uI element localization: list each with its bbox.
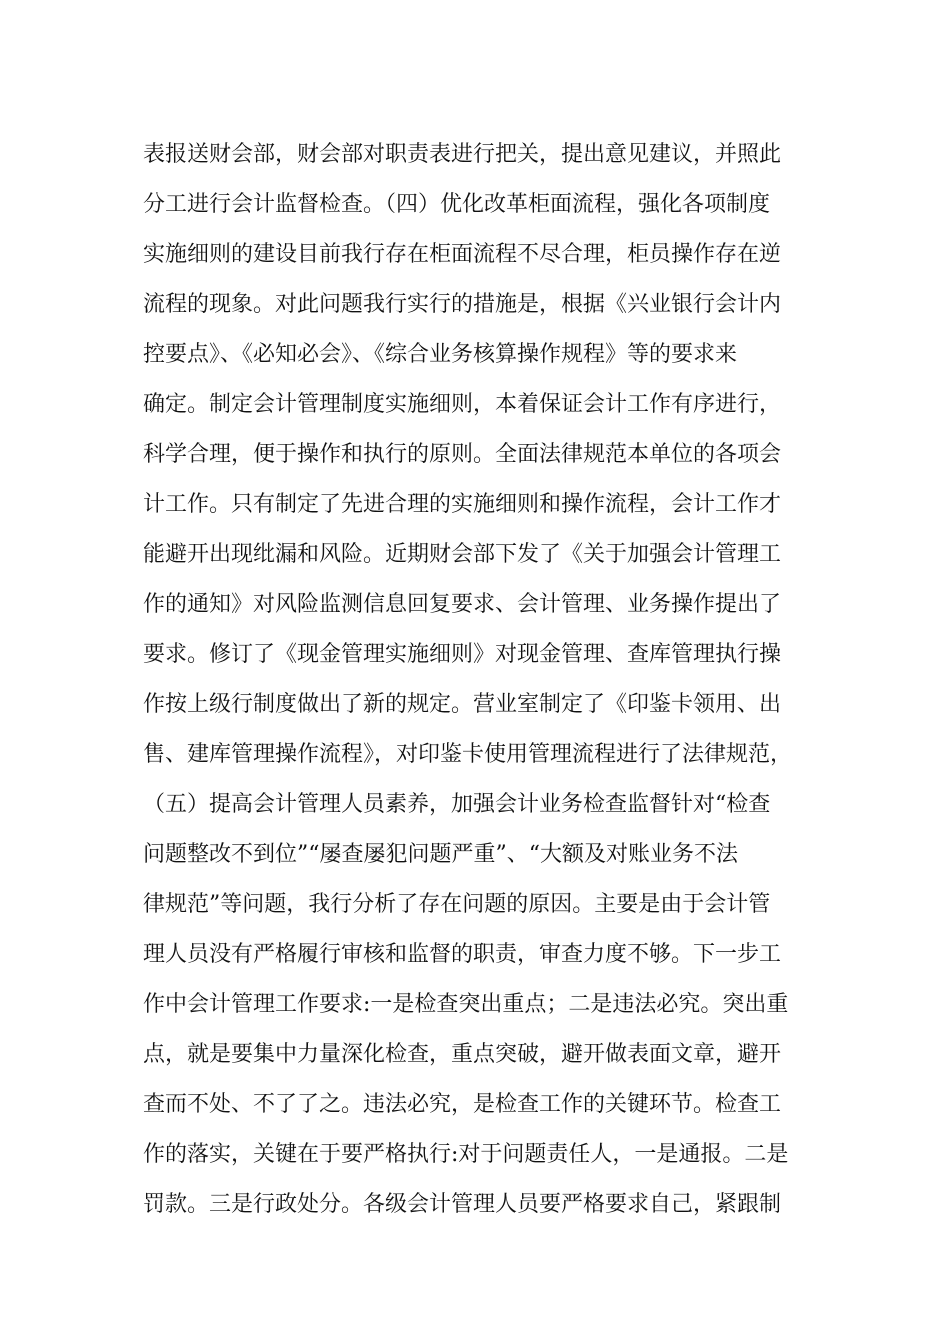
text-line: 控要点》、《必知必会》、《综合业务核算操作规程》等的要求来 [143,342,738,367]
text-line: 罚款。三是行政处分。各级会计管理人员要严格要求自己，紧跟制 [143,1192,782,1217]
text-line: 分工进行会计监督检查。（四）优化改革柜面流程，强化各项制度 [143,192,771,217]
text-line: 计工作。只有制定了先进合理的实施细则和操作流程，会计工作才 [143,492,782,517]
text-line: 要求。修订了《现金管理实施细则》对现金管理、查库管理执行操 [143,642,782,667]
text-line: 确定。制定会计管理制度实施细则，本着保证会计工作有序进行， [143,392,782,417]
text-line: 作的落实，关键在于要严格执行:对于问题责任人，一是通报。二是 [143,1142,789,1167]
text-line: 作按上级行制度做出了新的规定。营业室制定了《印鉴卡领用、出 [143,692,782,717]
text-line: 作中会计管理工作要求:一是检查突出重点；二是违法必究。突出重 [143,992,789,1017]
text-line: 作的通知》对风险监测信息回复要求、会计管理、业务操作提出了 [143,592,782,617]
text-line: 理人员没有严格履行审核和监督的职责，审查力度不够。下一步工 [143,942,782,967]
body-text [143,130,823,1230]
text-line: 能避开出现纰漏和风险。近期财会部下发了《关于加强会计管理工 [143,542,782,567]
text-line: （五）提高会计管理人员素养，加强会计业务检查监督针对“检查 [143,792,771,817]
text-line: 流程的现象。对此问题我行实行的措施是，根据《兴业银行会计内 [143,292,782,317]
text-line: 表报送财会部，财会部对职责表进行把关，提出意见建议，并照此 [143,142,782,167]
text-line: 律规范”等问题，我行分析了存在问题的原因。主要是由于会计管 [143,892,771,917]
text-line: 实施细则的建设目前我行存在柜面流程不尽合理，柜员操作存在逆 [143,242,782,267]
text-line: 科学合理，便于操作和执行的原则。全面法律规范本单位的各项会 [143,442,782,467]
text-line: 点，就是要集中力量深化检查，重点突破，避开做表面文章，避开 [143,1042,782,1067]
text-line: 问题整改不到位”“屡查屡犯问题严重”、“大额及对账业务不法 [143,842,738,867]
text-line: 查而不处、不了了之。违法必究，是检查工作的关键环节。检查工 [143,1092,782,1117]
text-line: 售、建库管理操作流程》，对印鉴卡使用管理流程进行了法律规范， [143,742,793,767]
